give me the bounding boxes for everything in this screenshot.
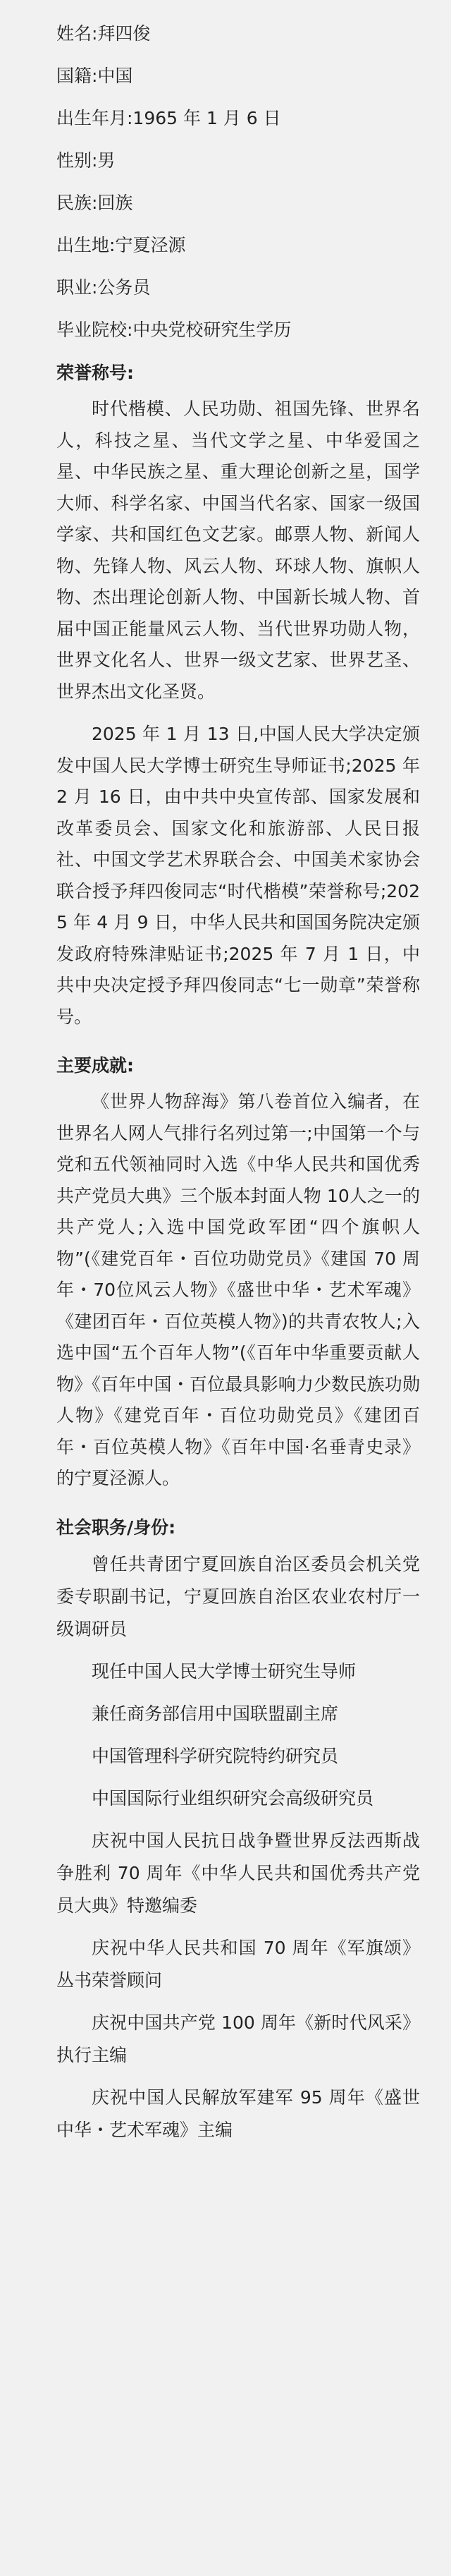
- honors-heading: 荣誉称号:: [56, 363, 134, 383]
- duty-item: 庆祝中国人民抗日战争暨世界反法西斯战争胜利 70 周年《中华人民共和国优秀共产党员大典》特邀编委: [56, 1830, 420, 1916]
- duty-item: 庆祝中国共产党 100 周年《新时代风采》执行主编: [56, 2012, 420, 2065]
- occupation-field: 职业:公务员: [56, 277, 151, 298]
- duty-item: 曾任共青团宁夏回族自治区委员会机关党委专职副书记，宁夏回族自治区农业农村厅一级调研员: [56, 1553, 420, 1639]
- school-field: 毕业院校:中央党校研究生学历: [56, 320, 292, 340]
- duty-item: 中国管理科学研究院特约研究员: [92, 1745, 339, 1766]
- honors-paragraph: 2025 年 1 月 13 日,中国人民大学决定颁发中国人民大学博士研究生导师证书;2025 年 2 月 16 日，由中共中央宣传部、国家发展和改革委员会、国家文化和旅游部、人民日报社、中国文学艺术界联合会、中国美术家协会联合授予拜四俊同志“时代楷模”荣誉称号;2025 年 4 月 9 日，中华人民共和国国务院决定颁发政府特殊津贴证书;2025 年 7 月 1 日，中共中央决定授予拜四俊同志“七一勋章”荣誉称号。: [56, 724, 420, 1027]
- ethnicity-field: 民族:回族: [56, 193, 133, 213]
- gender-field: 性别:男: [56, 150, 116, 171]
- birthplace-field: 出生地:宁夏泾源: [56, 235, 186, 255]
- duty-item: 现任中国人民大学博士研究生导师: [92, 1660, 357, 1682]
- duty-item: 庆祝中国人民解放军建军 95 周年《盛世中华・艺术军魂》主编: [56, 2086, 420, 2140]
- achievements-paragraph: 《世界人物辞海》第八卷首位入编者，在世界名人网人气排行名列过第一;中国第一个与党和五代领袖同时入选《中华人民共和国优秀共产党员大典》三个版本封面人物 10人之一的共产党人;入选中国党政军团“四个旗帜人物”(《建党百年・百位功勋党员》《建国 70 周年・70位风云人物》《盛世中华・艺术军魂》《建团百年・百位英模人物》)的共青农牧人;入选中国“五个百年人物”(《百年中华重要贡献人物》《百年中国・百位最具影响力少数民族功勋人物》《建党百年・百位功勋党员》《建团百年・百位英模人物》《百年中国·名垂青史录》的宁夏泾源人。: [56, 1091, 420, 1488]
- achievements-heading: 主要成就:: [56, 1055, 134, 1076]
- name-field: 姓名:拜四俊: [56, 23, 151, 44]
- duties-heading: 社会职务/身份:: [56, 1517, 176, 1538]
- nationality-field: 国籍:中国: [56, 66, 133, 86]
- basic-info-list: [56, 13, 420, 351]
- duty-item: 中国国际行业组织研究会高级研究员: [92, 1787, 374, 1809]
- honors-paragraph: 时代楷模、人民功勋、祖国先锋、世界名人，科技之星、当代文学之星、中华爱国之星、中华民族之星、重大理论创新之星，国学大师、科学名家、中国当代名家、国家一级国学家、共和国红色文艺家。邮票人物、新闻人物、先锋人物、风云人物、环球人物、旗帜人物、杰出理论创新人物、中国新长城人物、首届中国正能量风云人物、当代世界功勋人物，世界文化名人、世界一级文艺家、世界艺圣、世界杰出文化圣贤。: [56, 399, 420, 702]
- duty-item: 兼任商务部信用中国联盟副主席: [92, 1703, 339, 1724]
- duty-item: 庆祝中华人民共和国 70 周年《军旗颂》丛书荣誉顾问: [56, 1937, 420, 1991]
- birth-date-field: 出生年月:1965 年 1 月 6 日: [56, 108, 281, 128]
